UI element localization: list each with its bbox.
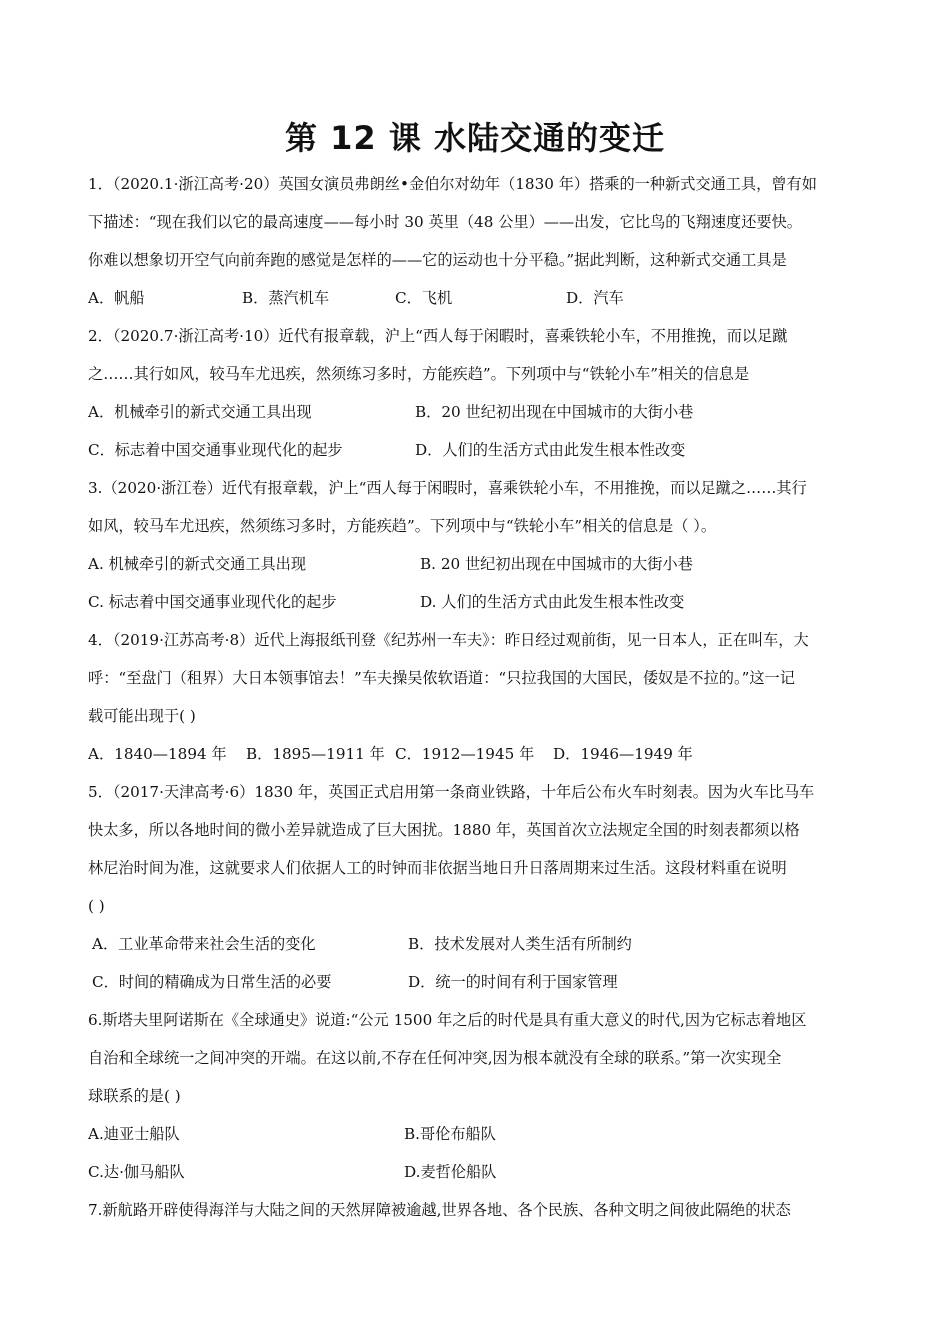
question-5-line-3: 林尼治时间为准，这就要求人们依据人工的时钟而非依据当地日升日落周期来过生活。这段材料重在说明 [88,859,787,877]
question-4-option-b: B．1895—1911 年 [246,745,385,763]
question-4-option-a: A．1840—1894 年 [88,745,227,763]
question-4-line-2: 呼：“至盘门（租界）大日本领事馆去！”车夫操吴侬软语道：“只拉我国的大国民，倭奴是不拉的。”这一记 [88,669,795,687]
question-1-line-1: 1．（2020.1·浙江高考·20）英国女演员弗朗丝•金伯尔对幼年（1830 年）搭乘的一种新式交通工具，曾有如 [88,175,817,193]
question-6-line-3: 球联系的是( ) [88,1087,181,1105]
question-5-line-1: 5．（2017·天津高考·6）1830 年，英国正式启用第一条商业铁路，十年后公布火车时刻表。因为火车比马车 [88,783,815,801]
question-5-option-c: C．时间的精确成为日常生活的必要 [92,973,332,991]
question-4-line-1: 4．（2019·江苏高考·8）近代上海报纸刊登《纪苏州一车夫》：昨日经过观前街，见一日本人，正在叫车，大 [88,631,809,649]
question-2-option-c: C．标志着中国交通事业现代化的起步 [88,441,343,459]
question-6-option-b: B.哥伦布船队 [404,1125,496,1143]
question-5-option-b: B．技术发展对人类生活有所制约 [408,935,632,953]
question-3-line-2: 如风，较马车尤迅疾，然须练习多时，方能疾趋”。下列项中与“铁轮小车”相关的信息是（ ）。 [88,517,717,535]
question-5-option-d: D．统一的时间有利于国家管理 [408,973,618,991]
question-1-option-d: D．汽车 [566,289,624,307]
question-5-line-2: 快太多，所以各地时间的微小差异就造成了巨大困扰。1880 年，英国首次立法规定全国的时刻表都须以格 [88,821,800,839]
question-4-option-c: C．1912—1945 年 [395,745,535,763]
question-3-option-a: A. 机械牵引的新式交通工具出现 [88,555,307,573]
question-1-line-3: 你难以想象切开空气向前奔跑的感觉是怎样的——它的运动也十分平稳。”据此判断，这种新式交通工具是 [88,251,787,269]
question-6-line-2: 自治和全球统一之间冲突的开端。在这以前,不存在任何冲突,因为根本就没有全球的联系。”第一次实现全 [88,1049,782,1067]
question-1-option-c: C．飞机 [395,289,453,307]
question-4-option-d: D．1946—1949 年 [553,745,693,763]
question-2-option-a: A．机械牵引的新式交通工具出现 [88,403,312,421]
question-1-option-b: B．蒸汽机车 [242,289,330,307]
question-6-option-d: D.麦哲伦船队 [404,1163,497,1181]
question-7-line-1: 7.新航路开辟使得海洋与大陆之间的天然屏障被逾越,世界各地、各个民族、各种文明之间彼此隔绝的状态 [88,1201,791,1219]
question-1-option-a: A．帆船 [88,289,145,307]
question-5-option-a: A．工业革命带来社会生活的变化 [92,935,316,953]
question-3-line-1: 3.（2020·浙江卷）近代有报章载，沪上“西人每于闲暇时，喜乘铁轮小车，不用推挽，而以足蹴之……其行 [88,479,807,497]
page-title: 第 12 课 水陆交通的变迁 [285,119,665,157]
question-3-option-c: C. 标志着中国交通事业现代化的起步 [88,593,337,611]
question-6-option-a: A.迪亚士船队 [88,1125,180,1143]
question-3-option-b: B. 20 世纪初出现在中国城市的大街小巷 [420,555,693,573]
question-6-option-c: C.达·伽马船队 [88,1163,185,1181]
question-5-line-4: ( ) [88,897,105,915]
question-6-line-1: 6.斯塔夫里阿诺斯在《全球通史》说道:“公元 1500 年之后的时代是具有重大意义的时代,因为它标志着地区 [88,1011,807,1029]
question-4-line-3: 载可能出现于( ) [88,707,196,725]
question-2-option-d: D．人们的生活方式由此发生根本性改变 [415,441,686,459]
question-2-option-b: B．20 世纪初出现在中国城市的大街小巷 [415,403,694,421]
question-3-option-d: D. 人们的生活方式由此发生根本性改变 [420,593,685,611]
question-1-line-2: 下描述：“现在我们以它的最高速度——每小时 30 英里（48 公里）——出发，它比鸟的飞翔速度还要快。 [88,213,802,231]
question-2-line-2: 之……其行如风，较马车尤迅疾，然须练习多时，方能疾趋”。下列项中与“铁轮小车”相关的信息是 [88,365,750,383]
question-2-line-1: 2．（2020.7·浙江高考·10）近代有报章载，沪上“西人每于闲暇时，喜乘铁轮小车，不用推挽，而以足蹴 [88,327,788,345]
